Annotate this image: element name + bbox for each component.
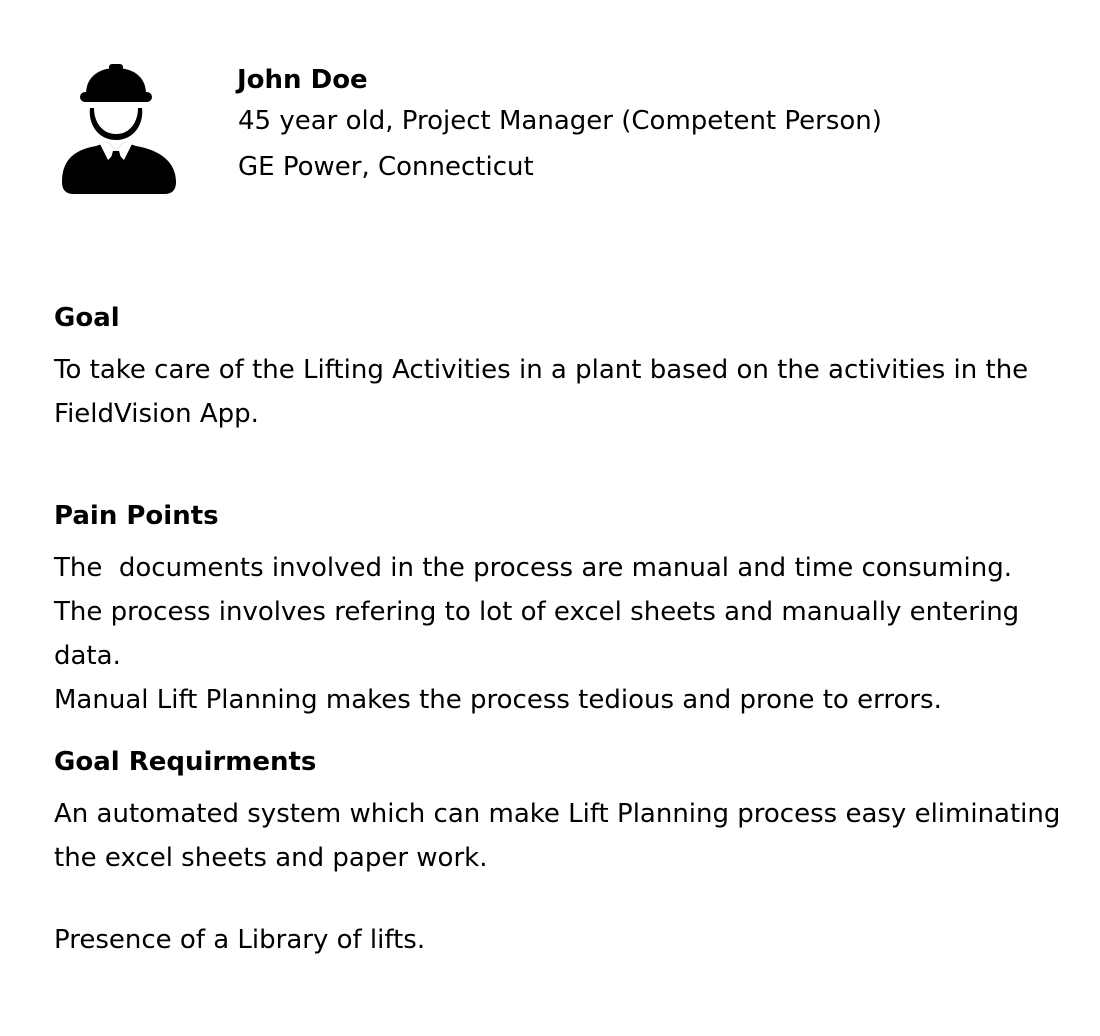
construction-worker-icon xyxy=(58,62,182,196)
pain-point-line: The process involves refering to lot of excel sheets and manually entering data. xyxy=(54,597,1028,671)
goal-requirement-line: An automated system which can make Lift Planning process easy eliminating xyxy=(54,799,1061,829)
profile-header xyxy=(237,62,882,190)
pain-point-line: The documents involved in the process are manual and time consuming. xyxy=(54,553,1012,583)
goal-requirements-section xyxy=(54,744,1064,962)
goal-requirement-line: the excel sheets and paper work. xyxy=(54,843,488,873)
pain-point-line: Manual Lift Planning makes the process tedious and prone to errors. xyxy=(54,685,942,715)
goal-line: FieldVision App. xyxy=(54,399,259,429)
persona-name: John Doe xyxy=(237,65,368,95)
goal-heading: Goal xyxy=(54,303,120,333)
goal-section xyxy=(54,300,1064,436)
goal-requirement-extra: Presence of a Library of lifts. xyxy=(54,925,426,955)
persona-company: GE Power, Connecticut xyxy=(238,152,534,182)
persona-role: 45 year old, Project Manager (Competent Person) xyxy=(238,106,882,136)
goal-line: To take care of the Lifting Activities in a plant based on the activities in the xyxy=(54,355,1029,385)
worker-avatar xyxy=(58,62,182,196)
pain-points-heading: Pain Points xyxy=(54,501,219,531)
goal-requirements-heading: Goal Requirments xyxy=(54,747,317,777)
pain-points-section xyxy=(54,498,1064,722)
